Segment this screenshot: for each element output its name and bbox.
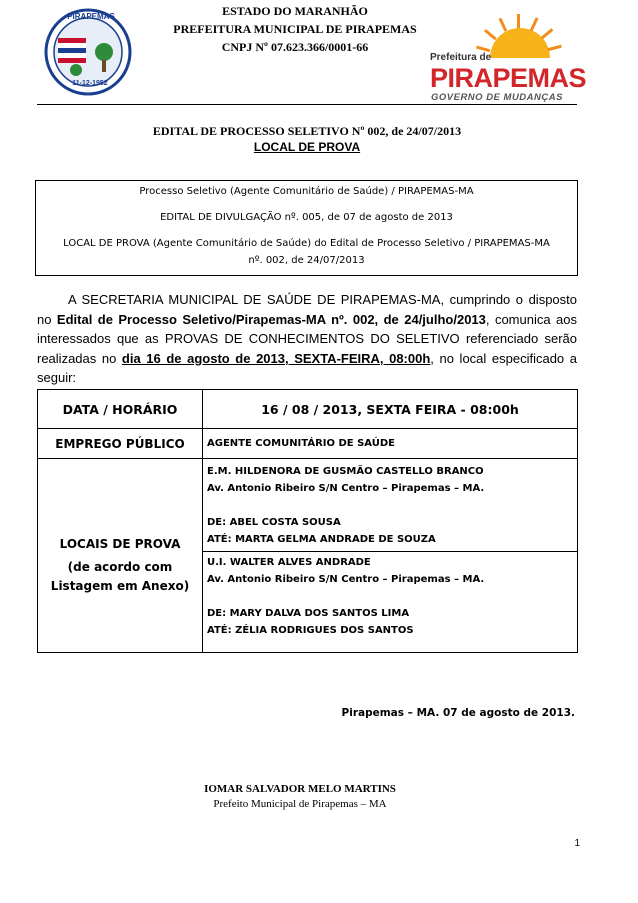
local-title: LOCAL DE PROVA bbox=[253, 140, 361, 154]
header-divider bbox=[37, 104, 577, 105]
summary-line-4: nº. 002, de 24/07/2013 bbox=[248, 255, 365, 266]
table-row-job bbox=[38, 429, 578, 459]
loc1-ate: ATÉ: MARTA GELMA ANDRADE DE SOUZA bbox=[207, 533, 436, 545]
loc1-name: E.M. HILDENORA DE GUSMÃO CASTELLO BRANCO bbox=[207, 465, 484, 477]
date-label: DATA / HORÁRIO bbox=[38, 390, 203, 429]
locais-sub-1: (de acordo com bbox=[67, 560, 173, 574]
signer-name: IOMAR SALVADOR MELO MARTINS bbox=[204, 783, 396, 795]
header-prefeitura: PREFEITURA MUNICIPAL DE PIRAPEMAS bbox=[173, 22, 417, 36]
announcement-paragraph bbox=[37, 290, 577, 388]
date-value: 16 / 08 / 2013, SEXTA FEIRA - 08:00h bbox=[203, 390, 578, 429]
location-2 bbox=[203, 552, 578, 653]
seal-date-text: 11-12-1952 bbox=[72, 80, 108, 87]
brand-logo bbox=[428, 8, 587, 104]
para-bold-edital: Edital de Processo Seletivo/Pirapemas-MA nº. 002, de 24/julho/2013 bbox=[56, 311, 486, 327]
locais-sub-2: Listagem em Anexo) bbox=[50, 579, 190, 593]
para-text-2: , comunica aos interessados que as PROVAS DE CONHECIMENTOS DO SELETIVO referenciado serão realizadas no bbox=[37, 311, 577, 366]
exam-info-table bbox=[37, 389, 578, 653]
job-value: AGENTE COMUNITÁRIO DE SAÚDE bbox=[203, 429, 578, 459]
job-label: EMPREGO PÚBLICO bbox=[38, 429, 203, 459]
location-1 bbox=[203, 459, 578, 552]
loc2-name: U.I. WALTER ALVES ANDRADE bbox=[207, 557, 371, 568]
summary-line-1: Processo Seletivo (Agente Comunitário de Saúde) / PIRAPEMAS-MA bbox=[139, 186, 474, 197]
table-row-loc1 bbox=[38, 459, 578, 552]
summary-box bbox=[35, 180, 578, 276]
header-state: ESTADO DO MARANHÃO bbox=[222, 4, 368, 18]
header-cnpj: CNPJ Nº 07.623.366/0001-66 bbox=[221, 40, 369, 54]
signer-role: Prefeito Municipal de Pirapemas – MA bbox=[213, 798, 387, 810]
para-text-3: , no local especificado a seguir: bbox=[37, 350, 577, 386]
loc2-ate: ATÉ: ZÉLIA RODRIGUES DOS SANTOS bbox=[207, 625, 414, 636]
table-row-date bbox=[38, 390, 578, 429]
loc1-de: DE: ABEL COSTA SOUSA bbox=[207, 516, 341, 528]
para-text-1: A SECRETARIA MUNICIPAL DE SAÚDE DE PIRAPEMAS-MA, cumprindo o disposto no bbox=[37, 292, 577, 327]
summary-line-2: EDITAL DE DIVULGAÇÃO nº. 005, de 07 de agosto de 2013 bbox=[160, 212, 453, 223]
place-date: Pirapemas – MA. 07 de agosto de 2013. bbox=[341, 707, 575, 719]
loc2-address: Av. Antonio Ribeiro S/N Centro – Pirapemas – MA. bbox=[207, 574, 485, 585]
brand-name-text: PIRAPEMAS bbox=[430, 63, 587, 93]
edital-title: EDITAL DE PROCESSO SELETIVO Nº 002, de 24/07/2013 bbox=[152, 124, 462, 138]
locais-label: LOCAIS DE PROVA bbox=[59, 537, 181, 551]
brand-slogan-text: GOVERNO DE MUDANÇAS bbox=[431, 92, 563, 103]
locais-cell bbox=[38, 459, 203, 653]
page-number: 1 bbox=[574, 838, 580, 849]
seal-name-text: PIRAPEMAS bbox=[67, 12, 115, 21]
para-bold-date: dia 16 de agosto de 2013, SEXTA-FEIRA, 08:00h bbox=[121, 350, 431, 366]
brand-small-text: Prefeitura de bbox=[430, 52, 492, 63]
loc2-de: DE: MARY DALVA DOS SANTOS LIMA bbox=[207, 608, 410, 619]
loc1-address: Av. Antonio Ribeiro S/N Centro – Pirapemas – MA. bbox=[207, 482, 485, 494]
header-block bbox=[150, 2, 440, 56]
summary-line-3: LOCAL DE PROVA (Agente Comunitário de Saúde) do Edital de Processo Seletivo / PIRAPEMAS-MA bbox=[63, 238, 550, 249]
